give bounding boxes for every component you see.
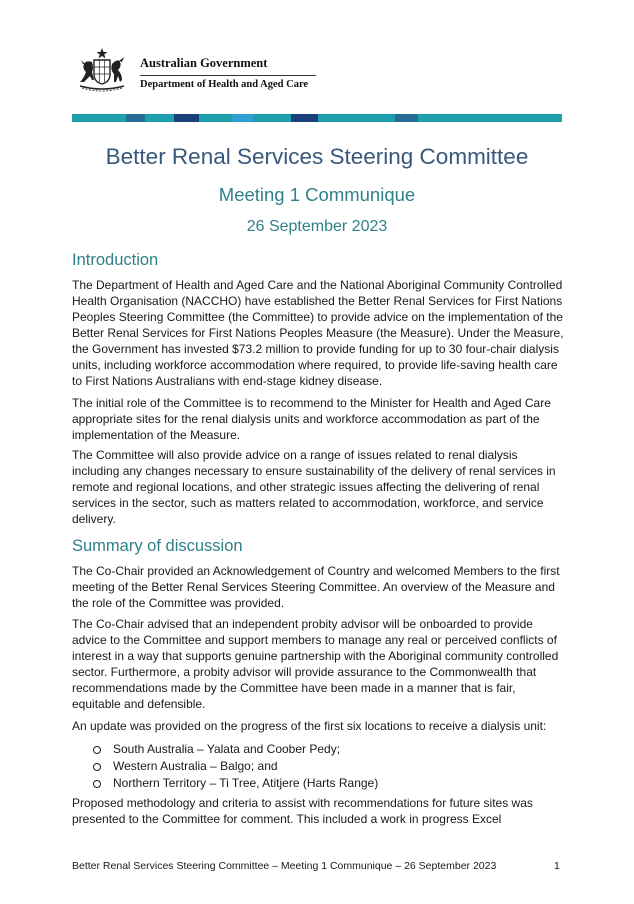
stripe-segment bbox=[466, 114, 510, 122]
intro-paragraph-2 bbox=[72, 395, 562, 443]
document-title: Better Renal Services Steering Committee bbox=[105, 144, 529, 169]
government-logo bbox=[72, 46, 322, 96]
text-line: interest in a way that supports genuine partnership with the Aboriginal community controlled bbox=[72, 649, 559, 663]
stripe-segment bbox=[418, 114, 466, 122]
text-line: The Committee will also provide advice on a range of issues related to renal dialysis bbox=[72, 448, 518, 462]
text-line: The Department of Health and Aged Care and the National Aboriginal Community Controlled bbox=[72, 278, 563, 292]
text-line: The Co-Chair provided an Acknowledgement of Country and welcomed Members to the first bbox=[72, 564, 560, 578]
locations-list bbox=[93, 741, 553, 792]
text-line: meeting of the Better Renal Services Steering Committee. An overview of the Measure and bbox=[72, 580, 555, 594]
text-line: The initial role of the Committee is to recommend to the Minister for Health and Aged Care bbox=[72, 396, 551, 410]
stripe-segment bbox=[318, 114, 353, 122]
text-line: Proposed methodology and criteria to assist with recommendations for future sites was bbox=[72, 796, 533, 810]
text-line: presented to the Committee for comment. This included a work in progress Excel bbox=[72, 812, 502, 826]
list-item: Western Australia – Balgo; and bbox=[93, 758, 553, 775]
text-line: the Government has invested $73.2 million to provide funding for up to 30 four-chair dialysis bbox=[72, 342, 559, 356]
bullet-circle-icon bbox=[93, 780, 101, 788]
intro-paragraph-3 bbox=[72, 447, 562, 527]
stripe-segment bbox=[145, 114, 174, 122]
text-line: Better Renal Services for First Nations Peoples Measure (the Measure). Under the Measure, bbox=[72, 326, 564, 340]
text-line: implementation of the Measure. bbox=[72, 428, 241, 442]
text-line: remote and regional locations, and other strategic issues affecting the delivering of renal bbox=[72, 480, 540, 494]
document-date: 26 September 2023 bbox=[246, 218, 388, 235]
text-line: Peoples Steering Committee (the Committee) to provide advice on the implementation of the bbox=[72, 310, 563, 324]
stripe-segment bbox=[103, 114, 126, 122]
stripe-segment bbox=[72, 114, 103, 122]
stripe-segment bbox=[510, 114, 562, 122]
stripe-segment bbox=[353, 114, 395, 122]
text-line: sector. Furthermore, a probity advisor will provide assurance to the Commonwealth that bbox=[72, 665, 537, 679]
text-line: An update was provided on the progress of the first six locations to receive a dialysis unit: bbox=[72, 719, 547, 733]
text-line: units, including workforce accommodation where required, to provide life-saving health care bbox=[72, 358, 558, 372]
summary-paragraph-3 bbox=[72, 718, 562, 734]
coat-of-arms-icon bbox=[72, 46, 132, 94]
section-heading-introduction: Introduction bbox=[72, 251, 159, 269]
summary-paragraph-2 bbox=[72, 616, 562, 712]
bullet-circle-icon bbox=[93, 746, 101, 754]
list-item: South Australia – Yalata and Coober Pedy; bbox=[93, 741, 553, 758]
page-number: 1 bbox=[554, 860, 560, 872]
department-name: Department of Health and Aged Care bbox=[140, 79, 309, 90]
text-line: services in the sector, such as matters related to accommodation, workforce, and service bbox=[72, 496, 544, 510]
text-line: delivery. bbox=[72, 512, 116, 526]
document-subtitle: Meeting 1 Communique bbox=[218, 184, 416, 205]
text-line: recommendations made by the Committee have been made in a manner that is fair, bbox=[72, 681, 516, 695]
list-item: Northern Territory – Ti Tree, Atitjere (Harts Range) bbox=[93, 775, 553, 792]
stripe-segment bbox=[232, 114, 253, 122]
bullet-circle-icon bbox=[93, 763, 101, 771]
text-line: The Co-Chair advised that an independent probity advisor will be onboarded to provide bbox=[72, 617, 533, 631]
text-line: to First Nations Australians with end-stage kidney disease. bbox=[72, 374, 383, 388]
stripe-segment bbox=[291, 114, 318, 122]
stripe-segment bbox=[253, 114, 291, 122]
header-stripe bbox=[72, 114, 562, 122]
intro-paragraph-1 bbox=[72, 277, 562, 389]
summary-paragraph-1 bbox=[72, 563, 562, 611]
summary-paragraph-4 bbox=[72, 795, 562, 827]
text-line: equitable and defensible. bbox=[72, 697, 206, 711]
text-line: Health Organisation (NACCHO) have established the Better Renal Services for First Nations bbox=[72, 294, 563, 308]
stripe-segment bbox=[199, 114, 232, 122]
stripe-segment bbox=[395, 114, 418, 122]
stripe-segment bbox=[174, 114, 199, 122]
text-line: the role of the Committee was provided. bbox=[72, 596, 285, 610]
government-title: Australian Government bbox=[140, 56, 268, 70]
section-heading-summary: Summary of discussion bbox=[72, 537, 243, 555]
logo-divider bbox=[140, 75, 316, 76]
page-footer: Better Renal Services Steering Committee – Meeting 1 Communique – 26 September 2023 bbox=[72, 860, 497, 872]
text-line: appropriate sites for the renal dialysis units and workforce accommodation as part of the bbox=[72, 412, 540, 426]
stripe-segment bbox=[126, 114, 145, 122]
text-line: advice to the Committee and support members to manage any real or perceived conflicts of bbox=[72, 633, 557, 647]
text-line: including any changes necessary to ensure sustainability of the delivery of renal services in bbox=[72, 464, 556, 478]
